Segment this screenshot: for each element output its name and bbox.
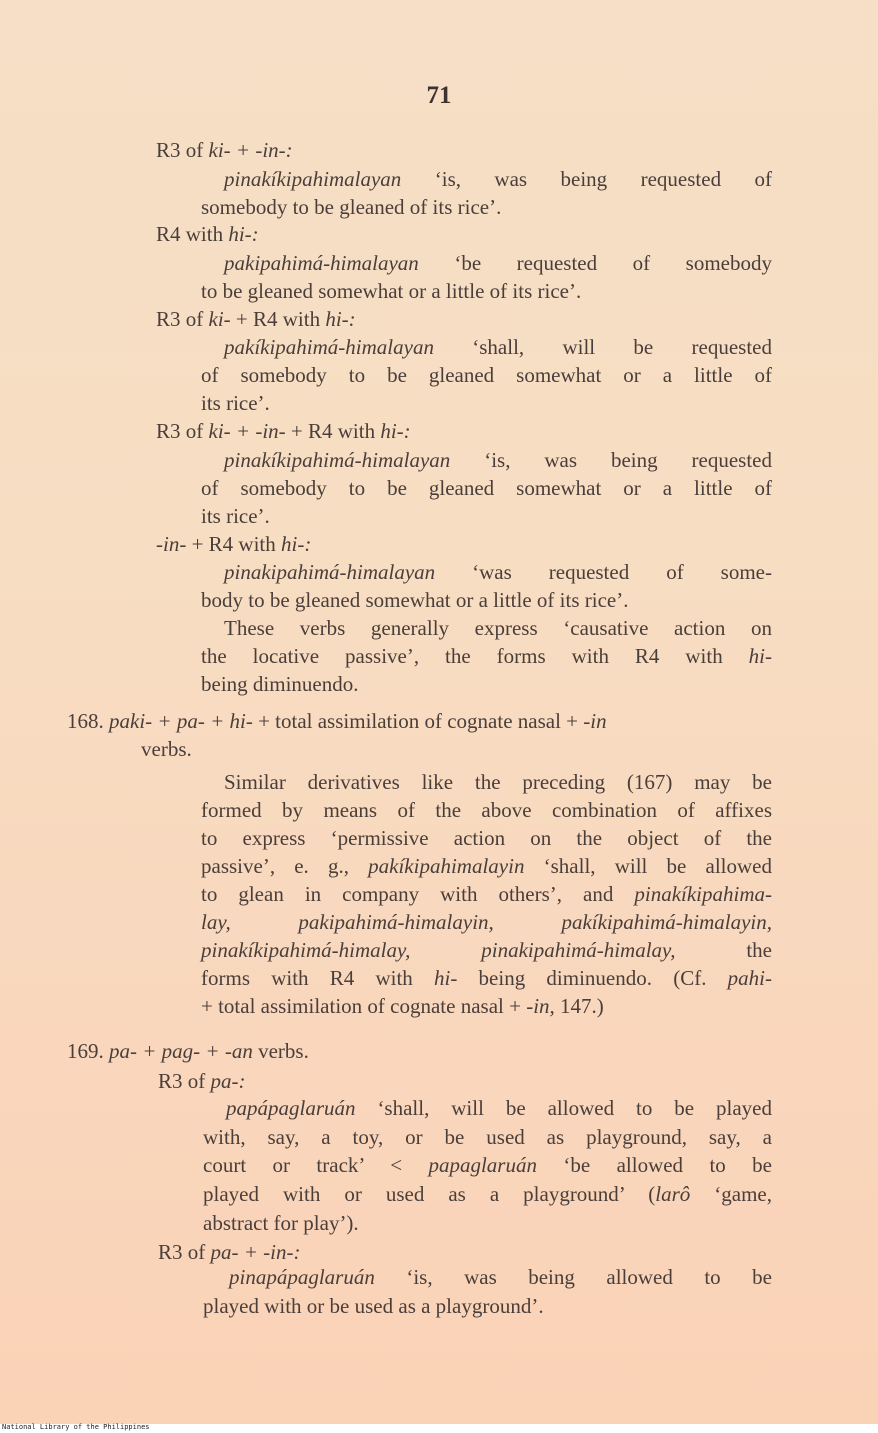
text-line: -in- + R4 with hi-: [156,532,312,556]
text-line: These verbs generally express ‘causative action on [224,616,772,640]
text-line: body to be gleaned somewhat or a little of its rice’. [201,588,629,612]
text-line: of somebody to be gleaned somewhat or a little of [201,476,772,500]
text-line: of somebody to be gleaned somewhat or a little of [201,363,772,387]
scan-footer [0,1424,878,1433]
footer-label: National Library of the Philippines [2,1423,150,1431]
text-line: passive’, e. g., pakíkipahimalayin ‘shall, will be allowed [201,854,772,878]
page-number: 71 [426,82,452,109]
text-line: pinapápaglaruán ‘is, was being allowed to be [229,1265,772,1289]
text-line: pinakipahimá-himalayan ‘was requested of some- [224,560,772,584]
text-line: R3 of pa- + -in-: [158,1240,301,1264]
text-line: papápaglaruán ‘shall, will be allowed to be played [226,1096,772,1120]
text-line: lay, pakipahimá-himalayin, pakíkipahimá-himalayin, [201,910,772,934]
text-line: somebody to be gleaned of its rice’. [201,195,502,219]
text-line: pakíkipahimá-himalayan ‘shall, will be requested [224,335,772,359]
text-line: R4 with hi-: [156,222,259,246]
text-line: R3 of pa-: [158,1069,246,1093]
text-line: Similar derivatives like the preceding (167) may be [224,770,772,794]
text-line: to glean in company with others’, and pinakíkipahima- [201,882,772,906]
text-line: R3 of ki- + -in-: [156,138,293,162]
text-line: verbs. [141,737,192,761]
text-line: being diminuendo. [201,672,359,696]
text-line: pinakíkipahimalayan ‘is, was being requested of [224,167,772,191]
section-heading-169: 169. pa- + pag- + -an verbs. [67,1039,309,1063]
text-line: formed by means of the above combination of affixes [201,798,772,822]
text-line: forms with R4 with hi- being diminuendo. (Cf. pahi- [201,966,772,990]
text-line: R3 of ki- + R4 with hi-: [156,307,356,331]
text-line: its rice’. [201,504,270,528]
text-line: pakipahimá-himalayan ‘be requested of somebody [224,251,772,275]
text-line: pinakíkipahimá-himalayan ‘is, was being requested [224,448,772,472]
text-line: + total assimilation of cognate nasal + -in, 147.) [201,994,604,1018]
text-line: abstract for play’). [203,1211,359,1235]
text-line: with, say, a toy, or be used as playground, say, a [203,1125,772,1149]
text-line: pinakíkipahimá-himalay, pinakipahimá-himalay, the [201,938,772,962]
text-line: played with or be used as a playground’. [203,1294,544,1318]
text-line: court or track’ < papaglaruán ‘be allowed to be [203,1153,772,1177]
text-line: to be gleaned somewhat or a little of its rice’. [201,279,582,303]
text-line: played with or used as a playground’ (larô ‘game, [203,1182,772,1206]
text-line: its rice’. [201,391,270,415]
text-line: the locative passive’, the forms with R4 with hi- [201,644,772,668]
section-heading-168: 168. paki- + pa- + hi- + total assimilation of cognate nasal + -in [67,709,607,733]
text-line: R3 of ki- + -in- + R4 with hi-: [156,419,411,443]
text-line: to express ‘permissive action on the object of the [201,826,772,850]
